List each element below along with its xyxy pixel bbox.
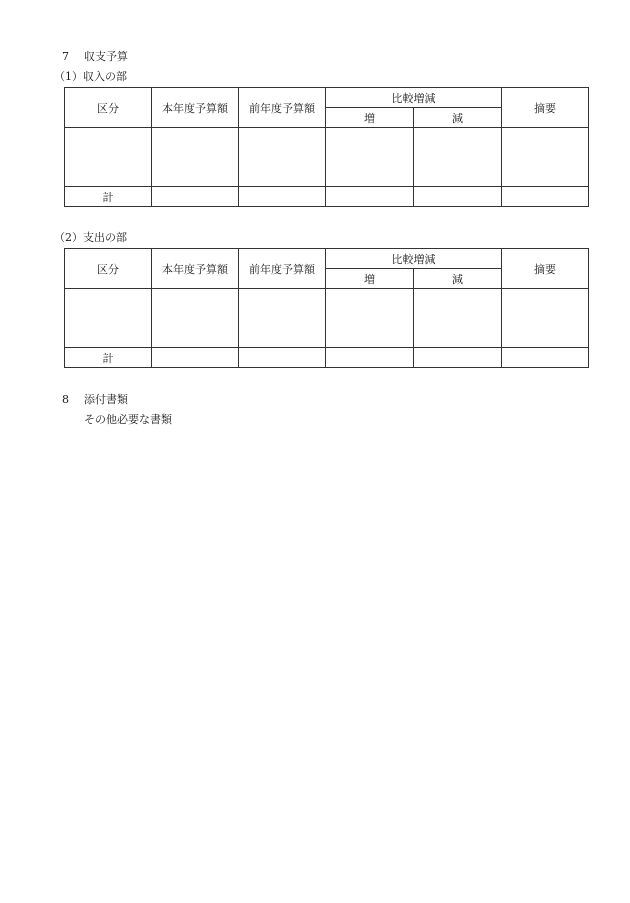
expense-header-category: 区分	[65, 249, 152, 289]
income-cell-current-budget	[152, 128, 239, 187]
expense-cell-category	[65, 289, 152, 348]
expense-header-remarks: 摘要	[502, 249, 589, 289]
expense-cell-remarks	[502, 289, 589, 348]
section-8-title: 添付書類	[84, 393, 128, 406]
expense-header-decrease: 減	[414, 269, 502, 289]
expense-subheading: （2）支出の部	[54, 231, 127, 244]
income-table	[64, 87, 589, 207]
section-8-body: その他必要な書類	[84, 413, 172, 426]
income-total-remarks	[502, 187, 589, 207]
expense-cell-previous-budget	[239, 289, 326, 348]
expense-total-remarks	[502, 348, 589, 368]
income-header-previous-budget: 前年度予算額	[239, 88, 326, 128]
section-7-title: 収支予算	[84, 50, 128, 63]
income-total-decrease	[414, 187, 502, 207]
income-cell-decrease	[414, 128, 502, 187]
section-8-number: 8	[62, 393, 69, 406]
income-cell-increase	[326, 128, 414, 187]
income-total-row	[65, 187, 589, 207]
expense-cell-current-budget	[152, 289, 239, 348]
expense-total-label: 計	[65, 348, 152, 368]
section-8-heading	[62, 393, 128, 407]
income-cell-category	[65, 128, 152, 187]
income-total-previous-budget	[239, 187, 326, 207]
income-body-row	[65, 128, 589, 187]
expense-table	[64, 248, 589, 368]
income-total-current-budget	[152, 187, 239, 207]
income-total-label: 計	[65, 187, 152, 207]
income-header-decrease: 減	[414, 108, 502, 128]
expense-body-row	[65, 289, 589, 348]
income-header-current-budget: 本年度予算額	[152, 88, 239, 128]
section-7-heading	[62, 50, 128, 64]
income-cell-remarks	[502, 128, 589, 187]
income-header-remarks: 摘要	[502, 88, 589, 128]
income-total-increase	[326, 187, 414, 207]
expense-cell-increase	[326, 289, 414, 348]
expense-total-current-budget	[152, 348, 239, 368]
income-header-category: 区分	[65, 88, 152, 128]
expense-total-decrease	[414, 348, 502, 368]
income-header-comparison: 比較増減	[326, 88, 502, 108]
income-header-increase: 増	[326, 108, 414, 128]
expense-header-increase: 増	[326, 269, 414, 289]
expense-cell-decrease	[414, 289, 502, 348]
expense-header-comparison: 比較増減	[326, 249, 502, 269]
income-subheading: （1）収入の部	[54, 70, 127, 83]
expense-total-previous-budget	[239, 348, 326, 368]
section-7-number: 7	[62, 50, 69, 63]
expense-total-increase	[326, 348, 414, 368]
expense-header-current-budget: 本年度予算額	[152, 249, 239, 289]
income-cell-previous-budget	[239, 128, 326, 187]
expense-header-previous-budget: 前年度予算額	[239, 249, 326, 289]
expense-total-row	[65, 348, 589, 368]
